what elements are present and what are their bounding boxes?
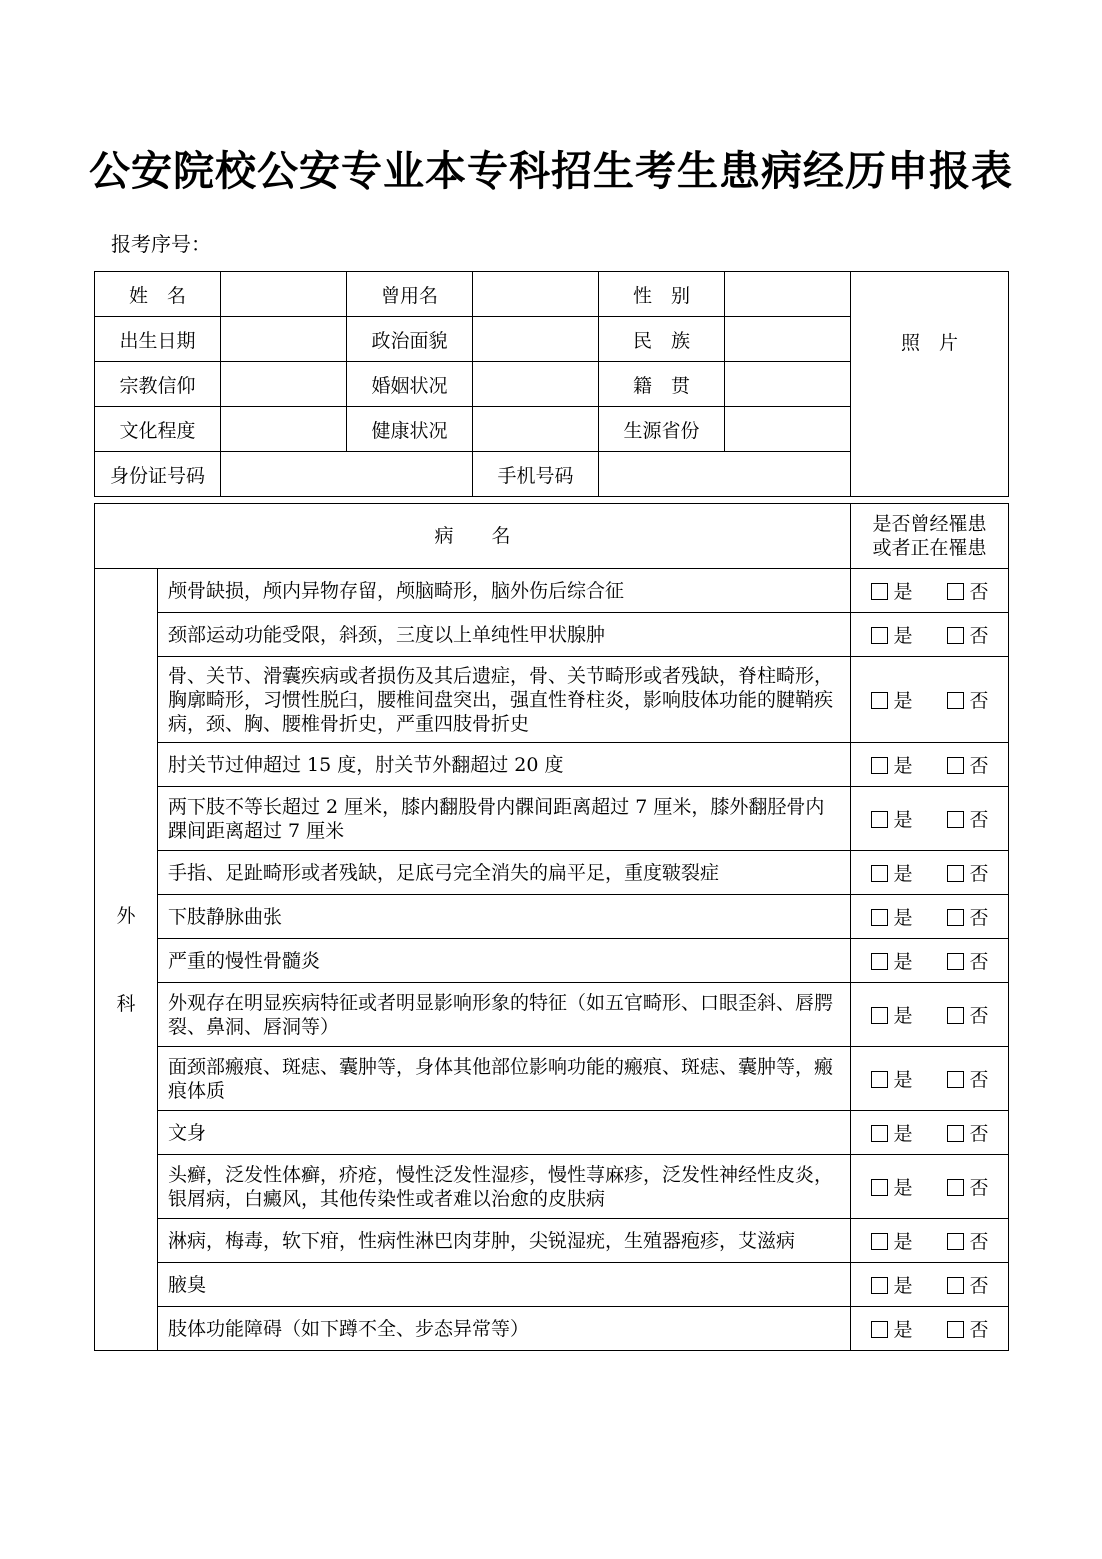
answer-cell: [851, 657, 1009, 743]
marital-status-field[interactable]: [473, 362, 599, 407]
answer-cell: [851, 1047, 1009, 1111]
disease-row: [95, 1263, 1009, 1307]
form-title: 公安院校公安专业本专科招生考生患病经历申报表: [89, 147, 1013, 195]
checkbox-yes[interactable]: [871, 627, 888, 644]
answer-yes-option[interactable]: [871, 751, 913, 778]
answer-yes-option[interactable]: [871, 859, 913, 886]
political-status-field[interactable]: [473, 317, 599, 362]
answer-no-option[interactable]: [947, 1173, 989, 1200]
phone-label: 手机号码: [473, 452, 599, 497]
answer-no-label: 否: [969, 1319, 989, 1341]
answer-cell: [851, 1111, 1009, 1155]
answer-yes-label: 是: [893, 863, 913, 885]
checkbox-yes[interactable]: [871, 1125, 888, 1142]
answer-yes-option[interactable]: [871, 1173, 913, 1200]
religion-field[interactable]: [221, 362, 347, 407]
disease-row: [95, 569, 1009, 613]
name-field[interactable]: [221, 272, 347, 317]
answer-yes-label: 是: [893, 1231, 913, 1253]
photo-label: 照 片: [900, 331, 958, 354]
answer-yes-option[interactable]: [871, 577, 913, 604]
disease-description: 面颈部瘢痕、斑痣、囊肿等，身体其他部位影响功能的瘢痕、斑痣、囊肿等，瘢痕体质: [158, 1047, 851, 1111]
disease-description: 颅骨缺损，颅内异物存留，颅脑畸形，脑外伤后综合征: [158, 569, 851, 613]
category-char-2: 科: [116, 992, 136, 1015]
answer-no-option[interactable]: [947, 1227, 989, 1254]
checkbox-yes[interactable]: [871, 692, 888, 709]
answer-cell: [851, 895, 1009, 939]
disease-description: 下肢静脉曲张: [158, 895, 851, 939]
checkbox-no[interactable]: [947, 692, 964, 709]
answer-yes-label: 是: [893, 1069, 913, 1091]
disease-row: [95, 1219, 1009, 1263]
checkbox-no[interactable]: [947, 757, 964, 774]
education-label: 文化程度: [95, 407, 221, 452]
answer-yes-option[interactable]: [871, 1271, 913, 1298]
checkbox-no[interactable]: [947, 1277, 964, 1294]
health-label: 健康状况: [347, 407, 473, 452]
id-number-field[interactable]: [221, 452, 473, 497]
name-label: 姓 名: [95, 272, 221, 317]
answer-yes-option[interactable]: [871, 903, 913, 930]
marital-status-label: 婚姻状况: [347, 362, 473, 407]
answer-no-option[interactable]: [947, 621, 989, 648]
answer-yes-label: 是: [893, 951, 913, 973]
checkbox-yes[interactable]: [871, 1179, 888, 1196]
disease-row: [95, 657, 1009, 743]
checkbox-no[interactable]: [947, 583, 964, 600]
disease-description: 文身: [158, 1111, 851, 1155]
answer-no-label: 否: [969, 1005, 989, 1027]
answer-no-option[interactable]: [947, 903, 989, 930]
health-field[interactable]: [473, 407, 599, 452]
answer-yes-option[interactable]: [871, 1065, 913, 1092]
ethnicity-field[interactable]: [725, 317, 851, 362]
answer-yes-option[interactable]: [871, 805, 913, 832]
answer-no-label: 否: [969, 1275, 989, 1297]
checkbox-no[interactable]: [947, 953, 964, 970]
answer-cell: [851, 569, 1009, 613]
answer-yes-option[interactable]: [871, 1315, 913, 1342]
checkbox-no[interactable]: [947, 1071, 964, 1088]
disease-row: [95, 983, 1009, 1047]
serial-number-label: 报考序号：: [111, 232, 211, 256]
answer-cell: [851, 1307, 1009, 1351]
answer-yes-option[interactable]: [871, 1119, 913, 1146]
checkbox-no[interactable]: [947, 865, 964, 882]
disease-row: [95, 1307, 1009, 1351]
source-province-label: 生源省份: [599, 407, 725, 452]
disease-description: 肘关节过伸超过 15 度，肘关节外翻超过 20 度: [158, 743, 851, 787]
disease-row: [95, 1111, 1009, 1155]
answer-no-label: 否: [969, 951, 989, 973]
checkbox-no[interactable]: [947, 1007, 964, 1024]
checkbox-yes[interactable]: [871, 1007, 888, 1024]
answer-no-label: 否: [969, 1231, 989, 1253]
religion-label: 宗教信仰: [95, 362, 221, 407]
answer-cell: [851, 939, 1009, 983]
checkbox-no[interactable]: [947, 1125, 964, 1142]
checkbox-yes[interactable]: [871, 1233, 888, 1250]
category-char-1: 外: [116, 904, 136, 927]
disease-description: 外观存在明显疾病特征或者明显影响形象的特征（如五官畸形、口眼歪斜、唇腭裂、鼻洞、唇洞等）: [158, 983, 851, 1047]
answer-yes-option[interactable]: [871, 1227, 913, 1254]
answer-yes-label: 是: [893, 1123, 913, 1145]
answer-no-label: 否: [969, 690, 989, 712]
answer-cell: [851, 1263, 1009, 1307]
answer-cell: [851, 1155, 1009, 1219]
answer-cell: [851, 613, 1009, 657]
checkbox-no[interactable]: [947, 1179, 964, 1196]
answer-yes-label: 是: [893, 581, 913, 603]
disease-description: 手指、足趾畸形或者残缺，足底弓完全消失的扁平足，重度皲裂症: [158, 851, 851, 895]
checkbox-yes[interactable]: [871, 1321, 888, 1338]
disease-description: 腋臭: [158, 1263, 851, 1307]
disease-table: [94, 503, 1009, 1351]
birth-date-label: 出生日期: [95, 317, 221, 362]
photo-cell[interactable]: [851, 272, 1009, 497]
checkbox-yes[interactable]: [871, 1071, 888, 1088]
answer-yes-option[interactable]: [871, 1001, 913, 1028]
answer-cell: [851, 1219, 1009, 1263]
answer-yes-label: 是: [893, 1005, 913, 1027]
source-province-field[interactable]: [725, 407, 851, 452]
answer-yes-label: 是: [893, 755, 913, 777]
answer-yes-label: 是: [893, 1275, 913, 1297]
answer-yes-label: 是: [893, 690, 913, 712]
disease-description: 颈部运动功能受限，斜颈，三度以上单纯性甲状腺肿: [158, 613, 851, 657]
native-place-field[interactable]: [725, 362, 851, 407]
native-place-label: 籍 贯: [599, 362, 725, 407]
checkbox-yes[interactable]: [871, 909, 888, 926]
answer-cell: [851, 743, 1009, 787]
former-name-label: 曾用名: [347, 272, 473, 317]
answer-yes-label: 是: [893, 1319, 913, 1341]
checkbox-no[interactable]: [947, 909, 964, 926]
id-number-label: 身份证号码: [95, 452, 221, 497]
answer-yes-option[interactable]: [871, 621, 913, 648]
answer-cell: [851, 851, 1009, 895]
gender-label: 性 别: [599, 272, 725, 317]
checkbox-no[interactable]: [947, 811, 964, 828]
answer-no-option[interactable]: [947, 1271, 989, 1298]
checkbox-yes[interactable]: [871, 1277, 888, 1294]
history-question-header: [851, 504, 1009, 569]
answer-yes-label: 是: [893, 625, 913, 647]
gender-field[interactable]: [725, 272, 851, 317]
answer-no-label: 否: [969, 809, 989, 831]
answer-no-label: 否: [969, 907, 989, 929]
birth-date-field[interactable]: [221, 317, 347, 362]
disease-row: [95, 613, 1009, 657]
answer-yes-option[interactable]: [871, 947, 913, 974]
answer-no-option[interactable]: [947, 1119, 989, 1146]
answer-cell: [851, 983, 1009, 1047]
disease-description: 淋病，梅毒，软下疳，性病性淋巴肉芽肿，尖锐湿疣，生殖器疱疹，艾滋病: [158, 1219, 851, 1263]
answer-no-option[interactable]: [947, 577, 989, 604]
disease-row: [95, 939, 1009, 983]
answer-no-label: 否: [969, 581, 989, 603]
answer-yes-label: 是: [893, 907, 913, 929]
disease-name-header: 病 名: [95, 504, 851, 569]
answer-no-option[interactable]: [947, 1315, 989, 1342]
disease-description: 严重的慢性骨髓炎: [158, 939, 851, 983]
phone-field[interactable]: [599, 452, 851, 497]
history-question-line2: 或者正在罹患: [872, 537, 987, 559]
answer-no-option[interactable]: [947, 1065, 989, 1092]
answer-cell: [851, 787, 1009, 851]
answer-no-option[interactable]: [947, 859, 989, 886]
former-name-field[interactable]: [473, 272, 599, 317]
answer-no-label: 否: [969, 625, 989, 647]
checkbox-yes[interactable]: [871, 865, 888, 882]
answer-no-label: 否: [969, 1123, 989, 1145]
disease-row: [95, 787, 1009, 851]
checkbox-no[interactable]: [947, 1233, 964, 1250]
answer-no-option[interactable]: [947, 805, 989, 832]
personal-info-table: [94, 271, 1009, 497]
checkbox-yes[interactable]: [871, 811, 888, 828]
answer-no-label: 否: [969, 1069, 989, 1091]
checkbox-no[interactable]: [947, 627, 964, 644]
disease-description: 头癣，泛发性体癣，疥疮，慢性泛发性湿疹，慢性荨麻疹，泛发性神经性皮炎，银屑病，白癜风，其他传染性或者难以治愈的皮肤病: [158, 1155, 851, 1219]
answer-yes-label: 是: [893, 1177, 913, 1199]
answer-no-option[interactable]: [947, 751, 989, 778]
checkbox-yes[interactable]: [871, 583, 888, 600]
political-status-label: 政治面貌: [347, 317, 473, 362]
category-surgery: [95, 569, 158, 1351]
disease-row: [95, 743, 1009, 787]
answer-no-option[interactable]: [947, 1001, 989, 1028]
answer-yes-label: 是: [893, 809, 913, 831]
disease-row: [95, 1155, 1009, 1219]
disease-row: [95, 851, 1009, 895]
disease-row: [95, 895, 1009, 939]
answer-yes-option[interactable]: [871, 686, 913, 713]
checkbox-yes[interactable]: [871, 757, 888, 774]
answer-no-label: 否: [969, 755, 989, 777]
disease-row: [95, 1047, 1009, 1111]
disease-description: 肢体功能障碍（如下蹲不全、步态异常等）: [158, 1307, 851, 1351]
ethnicity-label: 民 族: [599, 317, 725, 362]
answer-no-label: 否: [969, 1177, 989, 1199]
answer-no-option[interactable]: [947, 947, 989, 974]
answer-no-label: 否: [969, 863, 989, 885]
history-question-line1: 是否曾经罹患: [872, 513, 987, 535]
education-field[interactable]: [221, 407, 347, 452]
disease-description: 两下肢不等长超过 2 厘米，膝内翻股骨内髁间距离超过 7 厘米，膝外翻胫骨内踝间距离超过 7 厘米: [158, 787, 851, 851]
checkbox-no[interactable]: [947, 1321, 964, 1338]
checkbox-yes[interactable]: [871, 953, 888, 970]
disease-description: 骨、关节、滑囊疾病或者损伤及其后遗症，骨、关节畸形或者残缺，脊柱畸形，胸廓畸形，习惯性脱臼，腰椎间盘突出，强直性脊柱炎，影响肢体功能的腱鞘疾病，颈、胸、腰椎骨折史，严重四肢骨折史: [158, 657, 851, 743]
answer-no-option[interactable]: [947, 686, 989, 713]
